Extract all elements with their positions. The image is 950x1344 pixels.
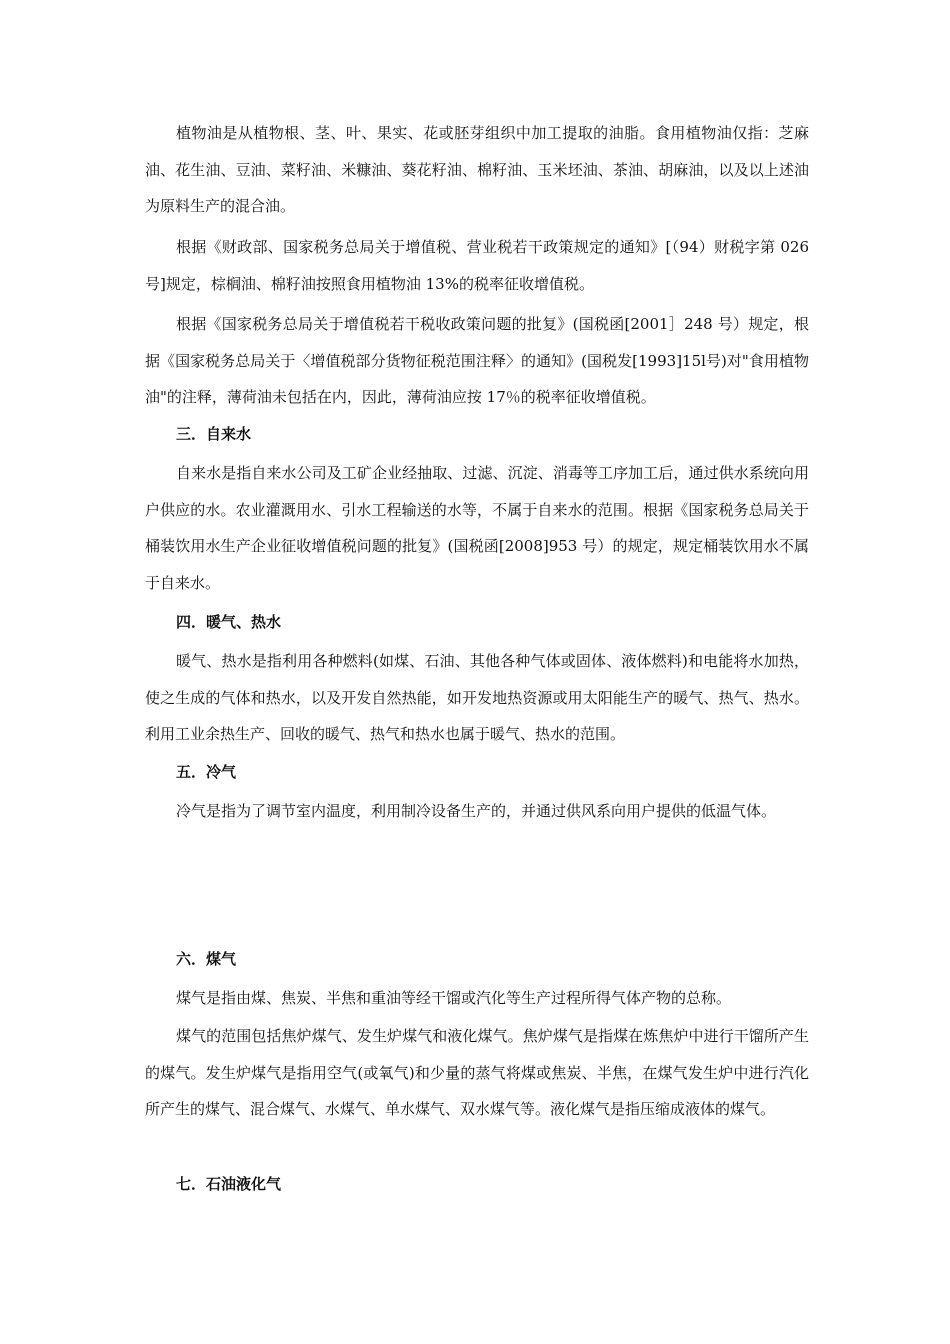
paragraph-mint-oil-rate: 根据《国家税务总局关于增值税若干税收政策问题的批复》(国税函[2001］248 号）规定，根据《国家税务总局关于〈增值税部分货物征税范围注释〉的通知》(国税发[1993]15l号)对"食用植物油"的注释，薄荷油未包括在内，因此，薄荷油应按 17％的税率征收增值税。 [145,315,809,406]
heading-cold-air: 五．冷气 [176,763,237,781]
heading-lpg: 七．石油液化气 [176,1175,282,1193]
heading-heating-hot-water: 四．暖气、热水 [176,613,282,631]
paragraph-cold-air: 冷气是指为了调节室内温度，利用制冷设备生产的，并通过供风系向用户提供的低温气体。 [176,802,777,820]
paragraph-coal-gas-definition: 煤气是指由煤、焦炭、半焦和重油等经干馏或汽化等生产过程所得气体产物的总称。 [176,989,732,1007]
paragraph-palm-oil-rate: 根据《财政部、国家税务总局关于增值税、营业税若干政策规定的通知》[（94）财税字第 026 号]规定，棕榈油、棉籽油按照食用植物油 13%的税率征收增值税。 [145,238,809,293]
paragraph-coal-gas-scope: 煤气的范围包括焦炉煤气、发生炉煤气和液化煤气。焦炉煤气是指煤在炼焦炉中进行干馏所产生的煤气。发生炉煤气是指用空气(或氧气)和少量的蒸气将煤或焦炭、半焦，在煤气发生炉中进行汽化所产生的煤气、混合煤气、水煤气、单水煤气、双水煤气等。液化煤气是指压缩成液体的煤气。 [145,1027,809,1118]
paragraph-tap-water: 自来水是指自来水公司及工矿企业经抽取、过滤、沉淀、消毒等工序加工后，通过供水系统向用户供应的水。农业灌溉用水、引水工程输送的水等，不属于自来水的范围。根据《国家税务总局关于桶装饮用水生产企业征收增值税问题的批复》(国税函[2008]953 号）的规定，规定桶装饮用水不属于自来水。 [145,464,809,592]
paragraph-vegetable-oil-definition: 植物油是从植物根、茎、叶、果实、花或胚芽组织中加工提取的油脂。食用植物油仅指：芝麻油、花生油、豆油、菜籽油、米糠油、葵花籽油、棉籽油、玉米坯油、茶油、胡麻油，以及以上述油为原料生产的混合油。 [145,124,809,215]
heading-tap-water: 三．自来水 [176,425,252,443]
heading-coal-gas: 六．煤气 [176,950,237,968]
paragraph-heating-hot-water: 暖气、热水是指利用各种燃料(如煤、石油、其他各种气体或固体、液体燃料)和电能将水加热，使之生成的气体和热水，以及开发自然热能，如开发地热资源或用太阳能生产的暖气、热气、热水。利用工业余热生产、回收的暖气、热气和热水也属于暖气、热水的范围。 [145,652,809,743]
